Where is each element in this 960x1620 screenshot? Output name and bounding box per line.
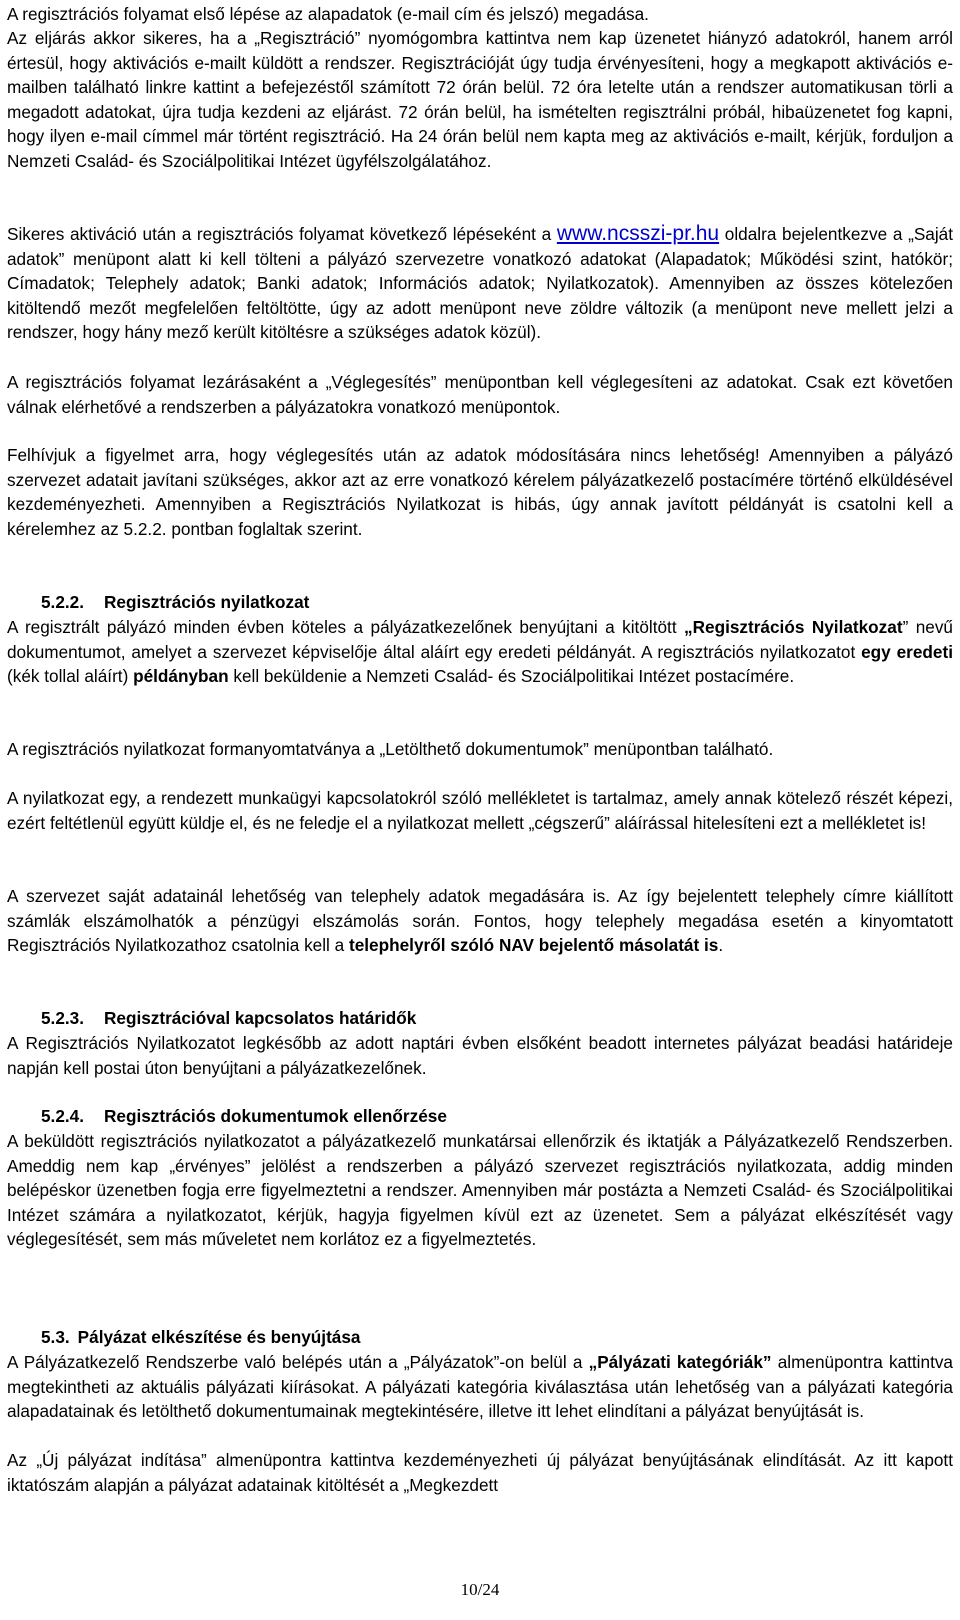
text-run-bold: példányban	[133, 666, 229, 686]
paragraph-application-categories	[7, 1350, 953, 1424]
text-run-bold: „Regisztrációs Nyilatkozat	[684, 617, 903, 637]
text-run: almenüpontra kattintva megtekintheti az aktuális pályázati kiírásokat. A pályázati kategória kiválasztása után lehetőség van a pályázati kategória alapadatainak és letölthető dokumentumainak megtekintésére, illetve itt lehet elindítani a pályázat benyújtását is.	[7, 1352, 953, 1421]
text-run: A regisztrált pályázó minden évben köteles a pályázatkezelőnek benyújtani a kitöltött	[7, 617, 685, 637]
text-run-bold: egy eredeti	[861, 641, 953, 662]
section-heading-5-2-2	[7, 590, 309, 615]
text-run: oldalra bejelentkezve a „Saját adatok” menüpont alatt ki kell tölteni a pályázó szervezetre vonatkozó adatokat (Alapadatok; Működési szint, hatókör; Címadatok; Telephely adatok; Banki adatok; Információs adatok; Nyilatkozatok). Amennyiben az összes kötelezően kitöltendő mezőt megfelelően feltöltötte, úgy az adott menüpont neve zöldre változik (a menüpont neve mellett jelzi a rendszer, hogy hány mező került kitöltésre a szükséges adatok közül).	[7, 224, 953, 342]
text-run-bold: „Pályázati kategóriák”	[588, 1352, 772, 1372]
paragraph-finalization: A regisztrációs folyamat lezárásaként a „Véglegesítés” menüpontban kell véglegesíteni az adatokat. Csak ezt követően válnak elérhetővé a rendszerben a pályázatokra vonatkozó menüpontok.	[7, 372, 953, 417]
text-run-bold: telephelyről szóló NAV bejelentő másolatát is	[349, 935, 719, 955]
section-heading-5-2-3	[7, 1006, 416, 1031]
paragraph-document-check: A beküldött regisztrációs nyilatkozatot a pályázatkezelő munkatársai ellenőrzik és iktatják a Pályázatkezelő Rendszerben. Ameddig nem kap „érvényes” jelölést a rendszerben a pályázó szervezet regisztrációs nyilatkozata, addig minden belépéskor üzenetben fogja erre figyelmeztetni a rendszer. Amennyiben már postázta a Nemzeti Család- és Szociálpolitikai Intézet számára a nyilatkozatot, kérjük, hagyja figyelmen kívül ezt az üzenetet. Sem a pályázat elkészítését vagy véglegesítését, sem más műveletet nem korlátoz ez a figyelmeztetés.	[7, 1131, 953, 1249]
section-title: Regisztrációs dokumentumok ellenőrzése	[104, 1106, 447, 1126]
paragraph-activation	[7, 222, 953, 345]
paragraph-new-application: Az „Új pályázat indítása” almenüpontra kattintva kezdeményezheti új pályázat benyújtásának elindítását. Az itt kapott iktatószám alapján a pályázat adatainak kitöltését a „Megkezdett	[7, 1450, 953, 1495]
text-run: ” nevű dokumentumot, amelyet a szervezet képviselője által aláírt egy eredeti példányát. A regisztrációs nyilatkozatot	[7, 617, 953, 662]
paragraph-registration-first-step: A regisztrációs folyamat első lépése az alapadatok (e-mail cím és jelszó) megadása.	[7, 4, 649, 24]
section-title: Regisztrációval kapcsolatos határidők	[104, 1008, 417, 1028]
ncsszi-link[interactable]: www.ncsszi-pr.hu	[556, 222, 720, 245]
text-run: Sikeres aktiváció után a regisztrációs folyamat következő lépéseként a	[7, 224, 557, 244]
paragraph-annex: A nyilatkozat egy, a rendezett munkaügyi kapcsolatokról szóló mellékletet is tartalmaz, amely annak kötelező részét képezi, ezért feltétlenül együtt küldje el, és ne feledje el a nyilatkozat mellett „cégszerű” aláírással hitelesíteni ezt a mellékletet is!	[7, 788, 953, 833]
paragraph-registration-success: Az eljárás akkor sikeres, ha a „Regisztráció” nyomógombra kattintva nem kap üzenetet hiányzó adatokról, hanem arról értesül, hogy aktivációs e-mailt küldött a rendszer. Regisztrációját úgy tudja érvényesíteni, hogy a megkapott aktivációs e-mailben található linkre kattint a befejezéstől számított 72 órán belül. 72 óra letelte után a rendszer automatikusan törli a megadott adatokat, újra tudja kezdeni az eljárást. 72 órán belül, ha ismételten regisztrálni próbál, hibaüzenetet fog kapni, hogy ilyen e-mail címmel már történt regisztráció. Ha 24 órán belül nem kapta meg az aktivációs e-mailt, kérjük, forduljon a Nemzeti Család- és Szociálpolitikai Intézet ügyfélszolgálatához.	[7, 28, 953, 171]
section-title: Regisztrációs nyilatkozat	[104, 592, 310, 612]
paragraph-registration-statement	[7, 615, 953, 689]
text-run: (kék tollal aláírt)	[7, 666, 134, 686]
paragraph-form-location: A regisztrációs nyilatkozat formanyomtatványa a „Letölthető dokumentumok” menüpontban található.	[7, 739, 774, 759]
section-number: 5.2.3.	[41, 1008, 85, 1028]
page-number: 10/24	[460, 1580, 500, 1599]
text-run: .	[718, 935, 724, 955]
section-heading-5-3	[7, 1325, 360, 1350]
text-run: A Pályázatkezelő Rendszerbe való belépés után a „Pályázatok”-on belül a	[7, 1352, 589, 1372]
text-run: kell beküldenie a Nemzeti Család- és Szociálpolitikai Intézet postacímére.	[228, 666, 795, 686]
paragraph-deadlines: A Regisztrációs Nyilatkozatot legkésőbb az adott naptári évben elsőként beadott internetes pályázat beadási határideje napján kell postai úton benyújtani a pályázatkezelőnek.	[7, 1033, 953, 1078]
section-number: 5.2.4.	[41, 1106, 85, 1126]
section-heading-5-2-4	[7, 1104, 447, 1129]
paragraph-warning-no-modification: Felhívjuk a figyelmet arra, hogy véglegesítés után az adatok módosítására nincs lehetőség! Amennyiben a pályázó szervezet adatait javítani szükséges, akkor azt az erre vonatkozó kérelem pályázatkezelő postacímére történő elküldésével kezdeményezheti. Amennyiben a Regisztrációs Nyilatkozat is hibás, úgy annak javított példányát is csatolni kell a kérelemhez az 5.2.2. pontban foglaltak szerint.	[7, 445, 953, 539]
paragraph-site-data	[7, 884, 953, 958]
section-number: 5.3.	[41, 1327, 70, 1347]
section-title: Pályázat elkészítése és benyújtása	[77, 1327, 361, 1347]
section-number: 5.2.2.	[41, 592, 85, 612]
text-run: A szervezet saját adatainál lehetőség van telephely adatok megadására is. Az így bejelentett telephely címre kiállított számlák elszámolhatók a pénzügyi elszámolás során. Fontos, hogy telephely megadása esetén a kinyomtatott Regisztrációs Nyilatkozathoz csatolnia kell a	[7, 886, 953, 955]
